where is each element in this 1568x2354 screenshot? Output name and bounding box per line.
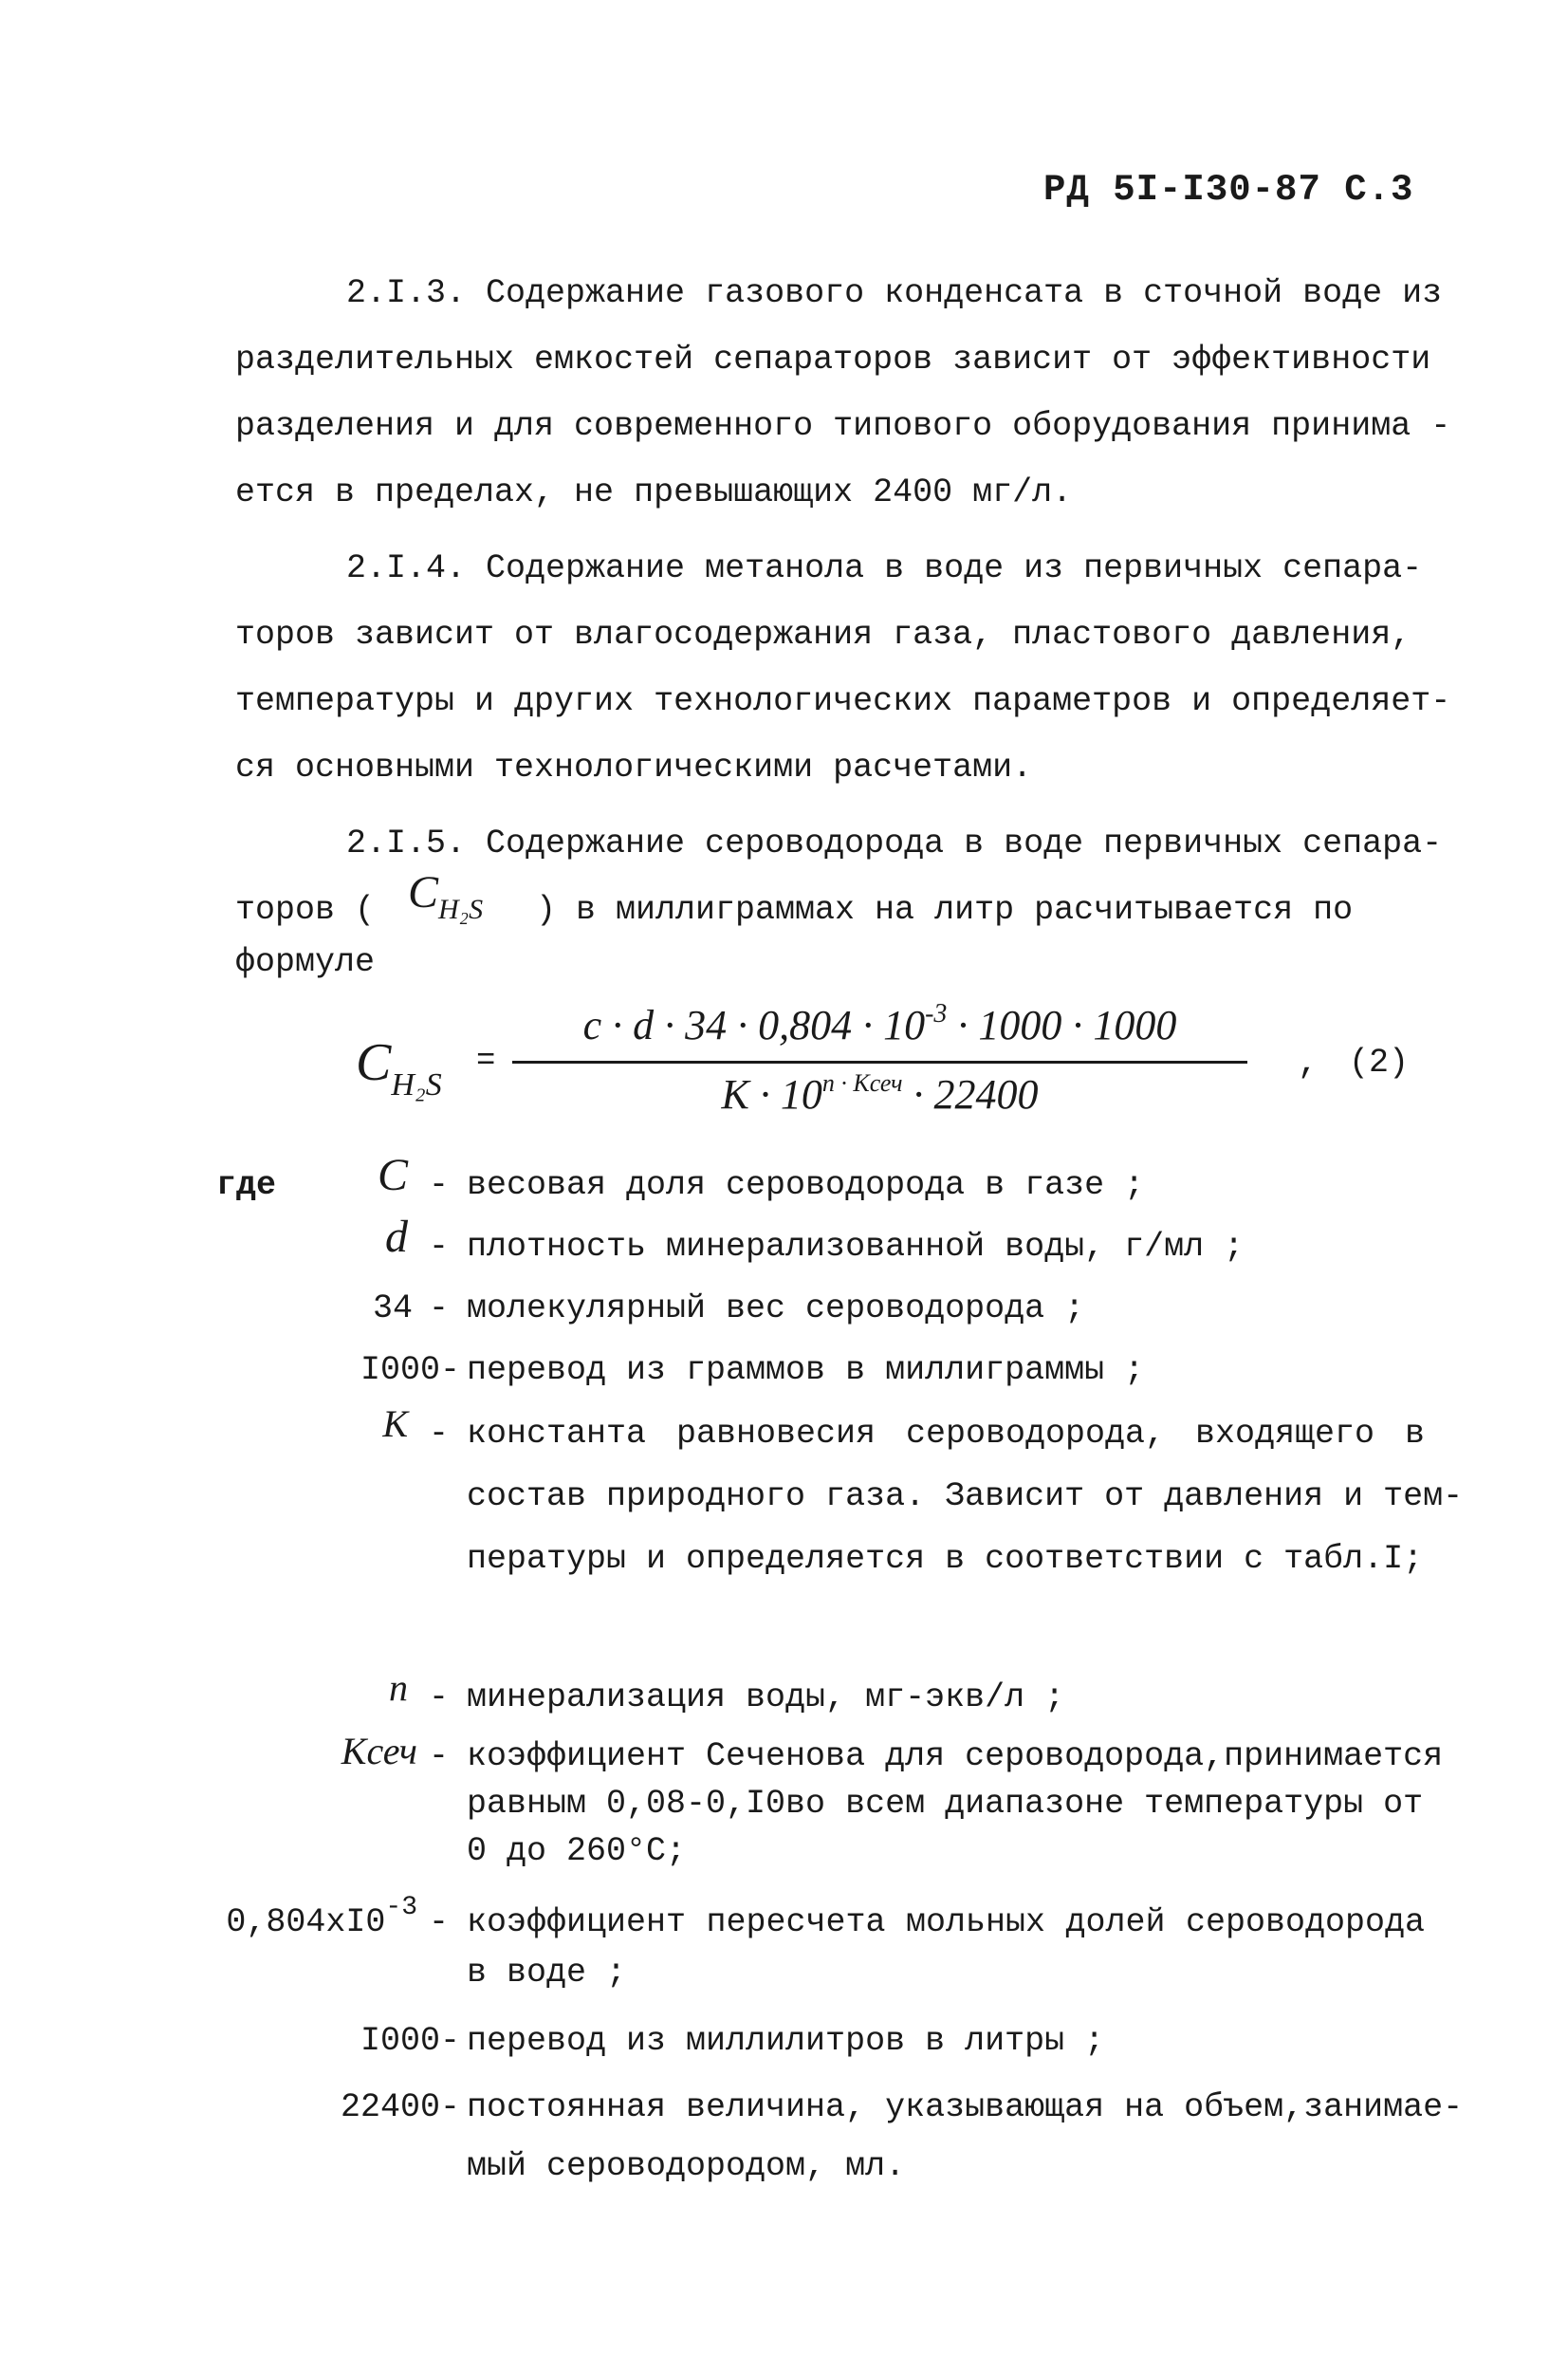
formula-lhs [356, 1032, 442, 1103]
inline-h2s-subscript: H₂S [438, 894, 484, 925]
p214-line-2: торов зависит от влагосодержания газа, пластового давления, [235, 616, 1411, 654]
numerator-main: c · d · 34 · 0,804 · 10 [582, 1002, 926, 1048]
where-label: где [216, 1166, 277, 1204]
formula-lhs-c: C [356, 1033, 392, 1092]
denominator-exponent: n · Kсеч [821, 1069, 903, 1097]
formula-equals: = [476, 1044, 496, 1080]
def-text-1000-g: перевод из граммов в миллиграммы ; [467, 1351, 1145, 1389]
p213-line-2: разделительных емкостей сепараторов зависит от эффективности [235, 341, 1431, 379]
formula-number: (2) [1349, 1044, 1410, 1082]
def-text-0804-1: коэффициент пересчета мольных долей сероводорода [467, 1903, 1425, 1941]
p214-line-3: температуры и других технологических параметров и определяет- [235, 682, 1451, 720]
def-symbol-1000-ml: I000- [360, 2022, 460, 2060]
def-text-22400-1: постоянная величина, указывающая на объем,занимае- [467, 2088, 1464, 2126]
def-symbol-k: K [382, 1402, 408, 1445]
def-text-kcev-1: коэффициент Сеченова для сероводорода,принимается [467, 1737, 1444, 1775]
numerator-tail: · 1000 · 1000 [947, 1002, 1177, 1048]
numerator-exponent: -3 [925, 999, 948, 1029]
def-text-1000-ml: перевод из миллилитров в литры ; [467, 2022, 1105, 2060]
p215-line-3: формуле [235, 943, 376, 981]
p215-line-1: 2.I.5. Содержание сероводорода в воде первичных сепара- [346, 825, 1443, 862]
def-text-kcev-2: равным 0,08-0,I0во всем диапазоне температуры от [467, 1785, 1424, 1823]
inline-c-h2s [408, 867, 484, 925]
formula-denominator [512, 1070, 1247, 1119]
p215-line-2-pre: торов ( [235, 891, 376, 929]
def-dash: - [429, 1228, 450, 1266]
p214-line-4: ся основными технологическими расчетами. [235, 749, 1033, 787]
def-symbol-d: d [385, 1212, 408, 1262]
def-text-c: весовая доля сероводорода в газе ; [467, 1166, 1145, 1204]
def-text-k-3: пературы и определяется в соответствии с табл.I; [467, 1540, 1424, 1578]
def-text-k-1: константа равновесия сероводорода, входящего в [467, 1415, 1425, 1453]
p214-line-1: 2.I.4. Содержание метанола в воде из первичных сепара- [346, 549, 1423, 587]
def-symbol-c: C [377, 1150, 408, 1200]
def-text-22400-2: мый сероводородом, мл. [467, 2147, 906, 2185]
formula-lhs-sub: H₂S [391, 1067, 442, 1103]
def-text-0804-2: в воде ; [467, 1954, 627, 1992]
formula-comma: , [1298, 1044, 1319, 1083]
def-dash: - [429, 1737, 450, 1775]
def-dash: - [429, 1289, 450, 1327]
denominator-main: K · 10 [721, 1071, 822, 1118]
formula-numerator [512, 1001, 1247, 1049]
def-text-d: плотность минерализованной воды, г/мл ; [467, 1228, 1245, 1266]
def-text-k-2: состав природного газа. Зависит от давления и тем- [467, 1477, 1464, 1515]
p215-line-2-post: ) в миллиграммах на литр расчитывается по [536, 891, 1354, 929]
def-symbol-34: 34 [372, 1289, 413, 1327]
def-symbol-1000-g: I000- [360, 1351, 460, 1389]
def-symbol-0804: $0,804xI0^{-3}$ [226, 1893, 417, 1941]
def-dash: - [429, 1415, 450, 1453]
p213-line-4: ется в пределах, не превышающих 2400 мг/л. [235, 473, 1073, 511]
inline-c-symbol: C [408, 867, 439, 918]
page-header: РД 5I-I30-87 С.3 [1043, 169, 1414, 211]
def-dash: - [429, 1166, 450, 1204]
def-symbol-22400: 22400- [340, 2088, 460, 2126]
def-dash: - [429, 1678, 450, 1716]
def-text-34: молекулярный вес сероводорода ; [467, 1289, 1085, 1327]
p213-line-1: 2.I.3. Содержание газового конденсата в сточной воде из [346, 274, 1443, 312]
fraction-bar [512, 1061, 1247, 1064]
def-text-kcev-3: 0 до 260°С; [467, 1832, 687, 1870]
def-text-n: минерализация воды, мг-экв/л ; [467, 1678, 1065, 1716]
denominator-tail: · 22400 [902, 1071, 1039, 1118]
def-dash: - [429, 1903, 450, 1941]
def-symbol-n: n [389, 1666, 408, 1709]
p213-line-3: разделения и для современного типового оборудования принима - [235, 407, 1451, 445]
def-symbol-kcev: Kсеч [341, 1730, 417, 1772]
